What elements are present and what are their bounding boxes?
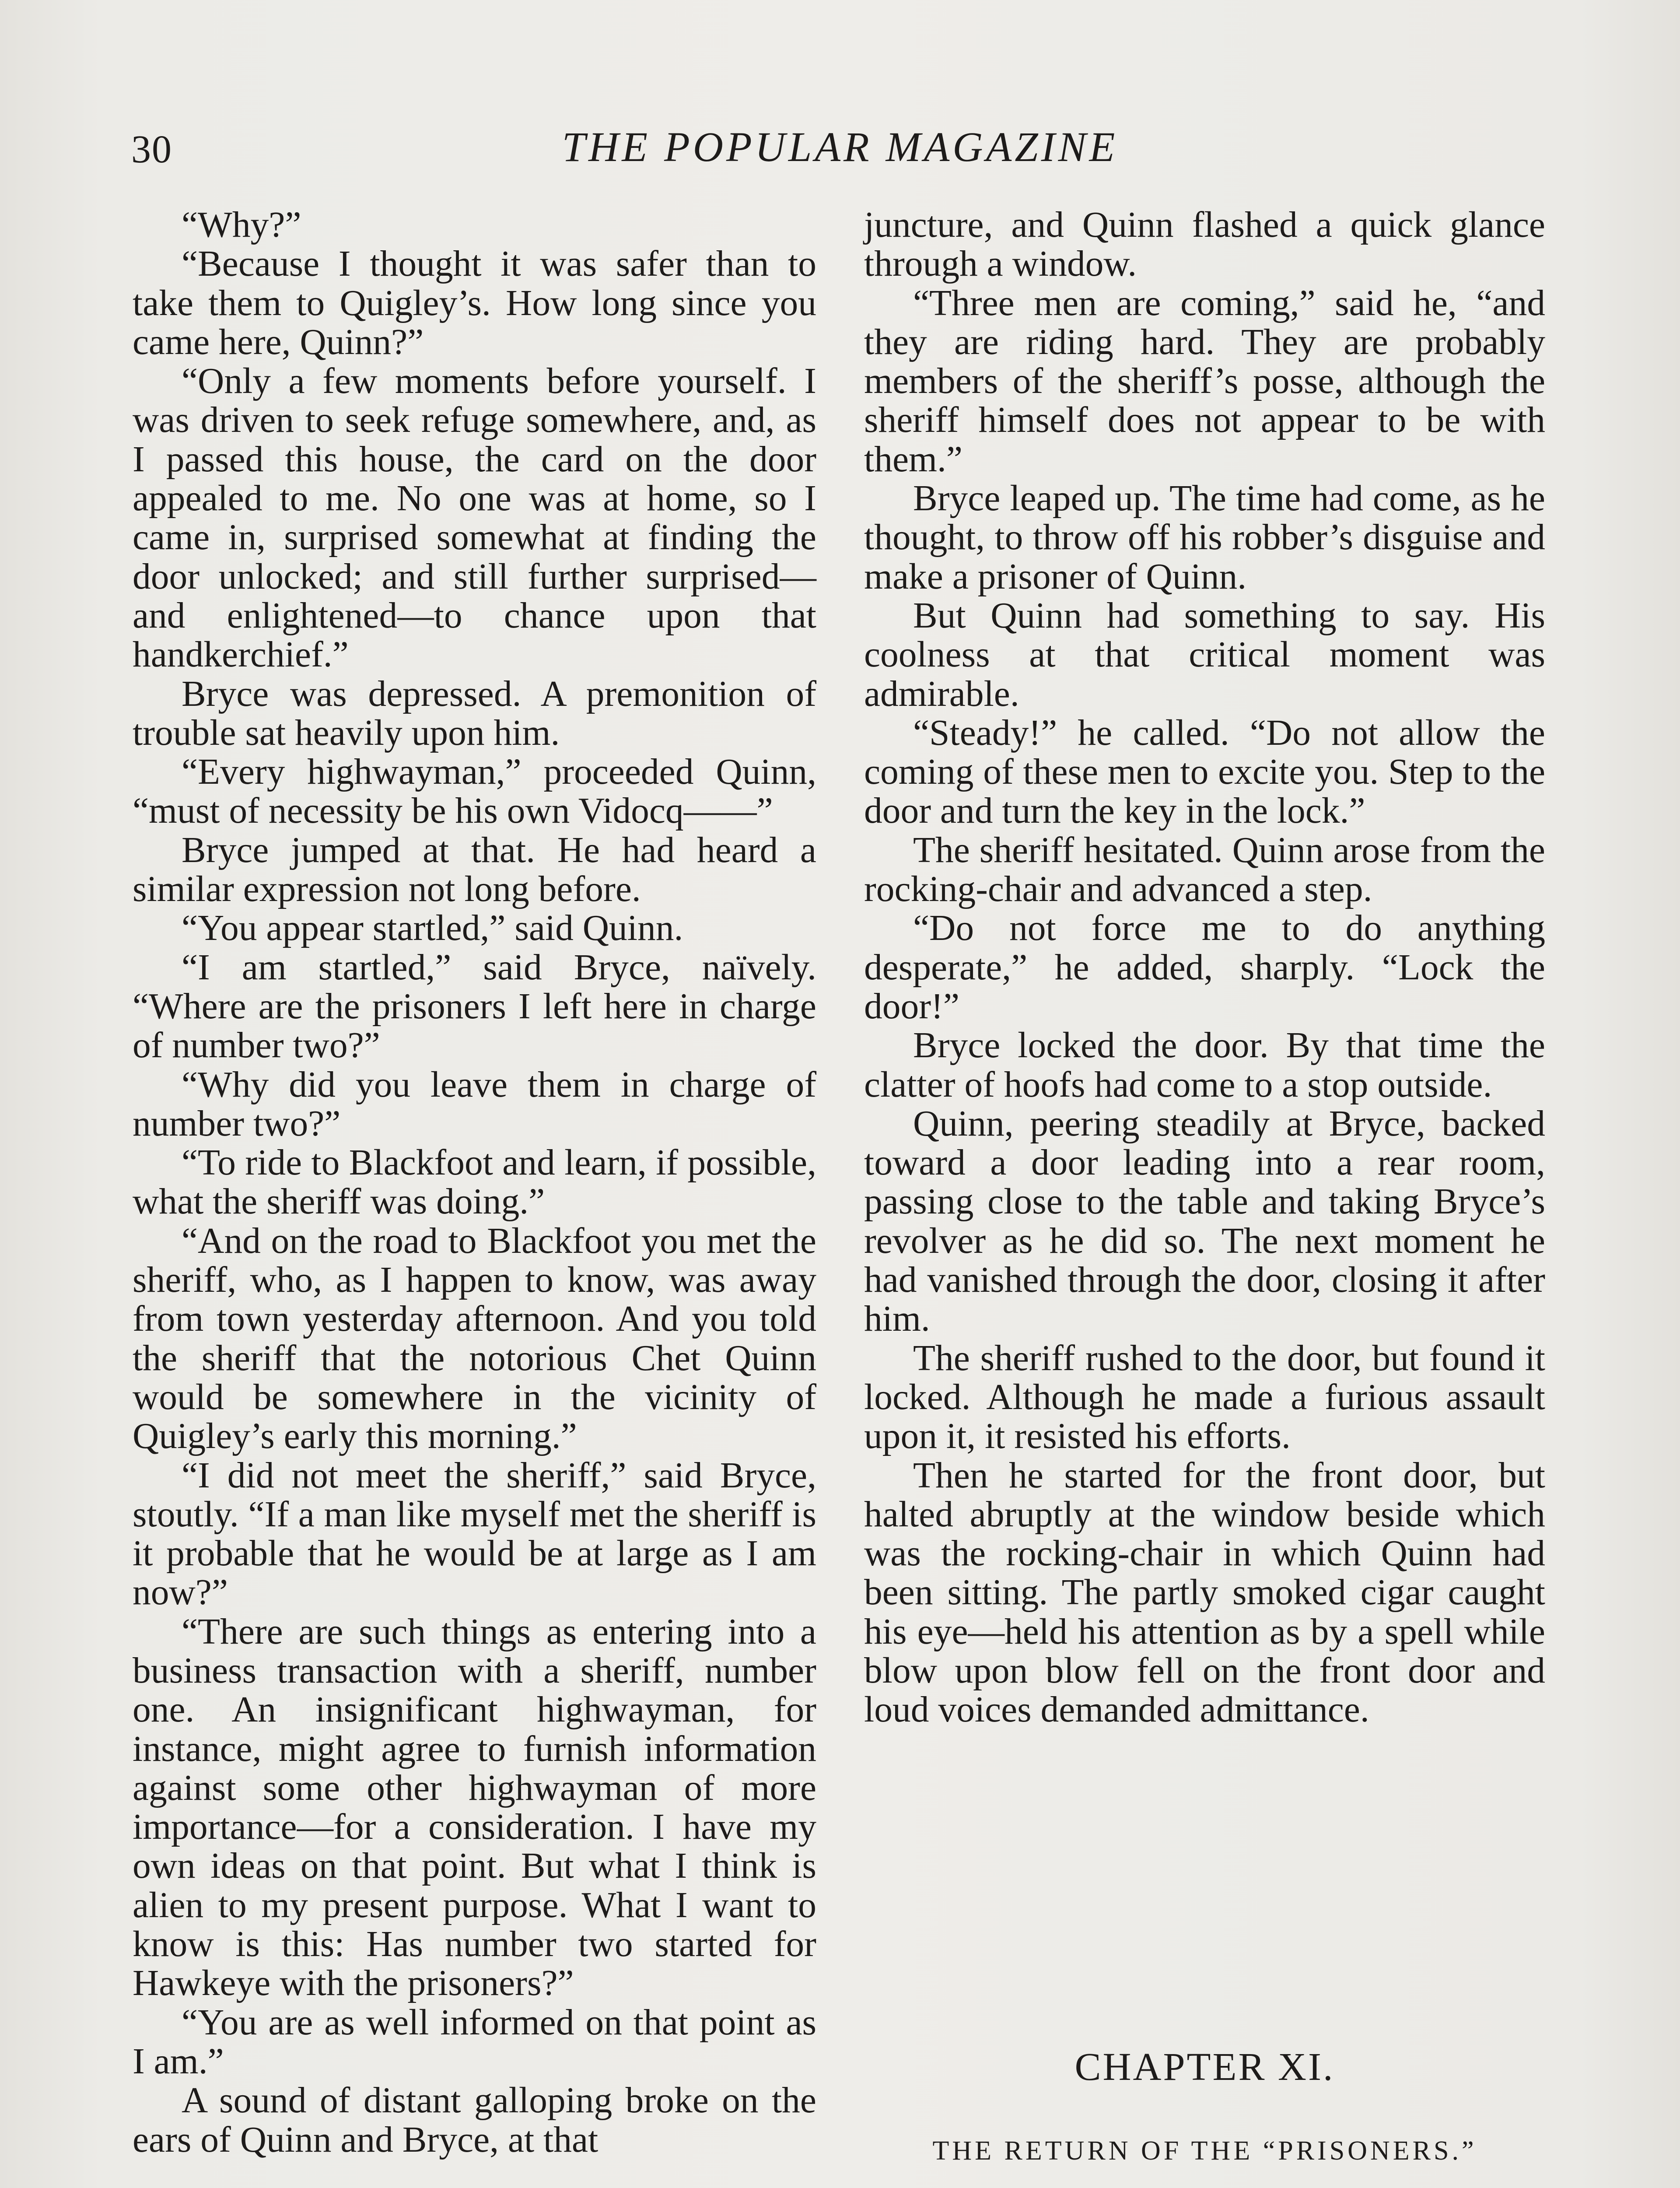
paragraph: “And on the road to Blackfoot you met the sheriff, who, as I happen to know, was away from town yesterday afternoon. And you told the sheriff that the notorious Chet Quinn would be somewhere in the vicinity of Quigley’s early this morning.” <box>133 1220 816 1457</box>
paragraph: “You appear startled,” said Quinn. <box>182 908 683 949</box>
paragraph: “Because I thought it was safer than to take them to Quigley’s. How long since you came here, Quinn?” <box>133 244 816 362</box>
paragraph: “Why did you leave them in charge of number two?” <box>133 1064 816 1144</box>
running-title: THE POPULAR MAGAZINE <box>562 123 1118 170</box>
paragraph: But Quinn had something to say. His coolness at that critical moment was admirable. <box>864 595 1545 714</box>
chapter-heading: CHAPTER XI. <box>1074 2045 1335 2089</box>
paragraph: Bryce was depressed. A premonition of trouble sat heavily upon him. <box>133 673 816 753</box>
paragraph: Quinn, peering steadily at Bryce, backed toward a door leading into a rear room, passing close to the table and taking Bryce’s revolver as he did so. The next moment he had vanished through the door, closing it after him. <box>864 1103 1545 1339</box>
paragraph: “There are such things as entering into a business transaction with a sheriff, number one. An insignificant highwayman, for instance, might agree to furnish information against some other highwayman of more importance—for a consideration. I have my own ideas on that point. But what I think is alien to my present purpose. What I want to know is this: Has number two started for Hawkeye with the prisoners?” <box>133 1611 816 2004</box>
page-header <box>131 118 1549 175</box>
paragraph: The sheriff rushed to the door, but found it locked. Although he made a furious assault upon it, it resisted his efforts. <box>864 1338 1545 1457</box>
chapter-subtitle: THE RETURN OF THE “PRISONERS.” <box>932 2136 1477 2166</box>
paragraph: “To ride to Blackfoot and learn, if possible, what the sheriff was doing.” <box>133 1143 816 1222</box>
paragraph: “Steady!” he called. “Do not allow the coming of these men to excite you. Step to the door and turn the key in the lock.” <box>864 712 1545 831</box>
page-number: 30 <box>131 128 172 171</box>
left-text-column <box>133 206 816 2160</box>
paragraph: “Do not force me to do anything desperate,” he added, sharply. “Lock the door!” <box>864 908 1545 1027</box>
paragraph: Bryce leaped up. The time had come, as he thought, to throw off his robber’s disguise and make a prisoner of Quinn. <box>864 478 1545 597</box>
paragraph: Then he started for the front door, but halted abruptly at the window beside which was the rocking-chair in which Quinn had been sitting. The partly smoked cigar caught his eye—held his attention as by a spell while blow upon blow fell on the front door and loud voices demanded admittance. <box>864 1455 1545 1730</box>
paragraph: Bryce jumped at that. He had heard a similar expression not long before. <box>133 830 816 910</box>
paragraph: “I am startled,” said Bryce, naïvely. “Where are the prisoners I left here in charge of number two?” <box>133 947 816 1066</box>
paragraph: “You are as well informed on that point as I am.” <box>133 2002 816 2082</box>
paragraph: “Only a few moments before yourself. I was driven to seek refuge somewhere, and, as I passed this house, the card on the door appealed to me. No one was at home, so I came in, surprised somewhat at finding the door unlocked; and still further surprised—and enlightened—to chance upon that handkerchief.” <box>133 361 816 675</box>
paragraph: juncture, and Quinn flashed a quick glance through a window. <box>864 205 1545 284</box>
paragraph: “Three men are coming,” said he, “and they are riding hard. They are probably members of the sheriff’s posse, although the sheriff himself does not appear to be with them.” <box>864 283 1545 480</box>
right-text-column <box>864 206 1545 1730</box>
paragraph: Bryce locked the door. By that time the clatter of hoofs had come to a stop outside. <box>864 1025 1545 1105</box>
paragraph: “I did not meet the sheriff,” said Bryce, stoutly. “If a man like myself met the sheriff is it probable that he would be at large as I am now?” <box>133 1455 816 1613</box>
paragraph: The sheriff hesitated. Quinn arose from the rocking-chair and advanced a step. <box>864 830 1545 910</box>
paragraph: “Every highwayman,” proceeded Quinn, “must of necessity be his own Vidocq——” <box>133 752 816 831</box>
paragraph: A sound of distant galloping broke on the ears of Quinn and Bryce, at that <box>133 2080 816 2160</box>
paragraph: “Why?” <box>182 205 301 245</box>
